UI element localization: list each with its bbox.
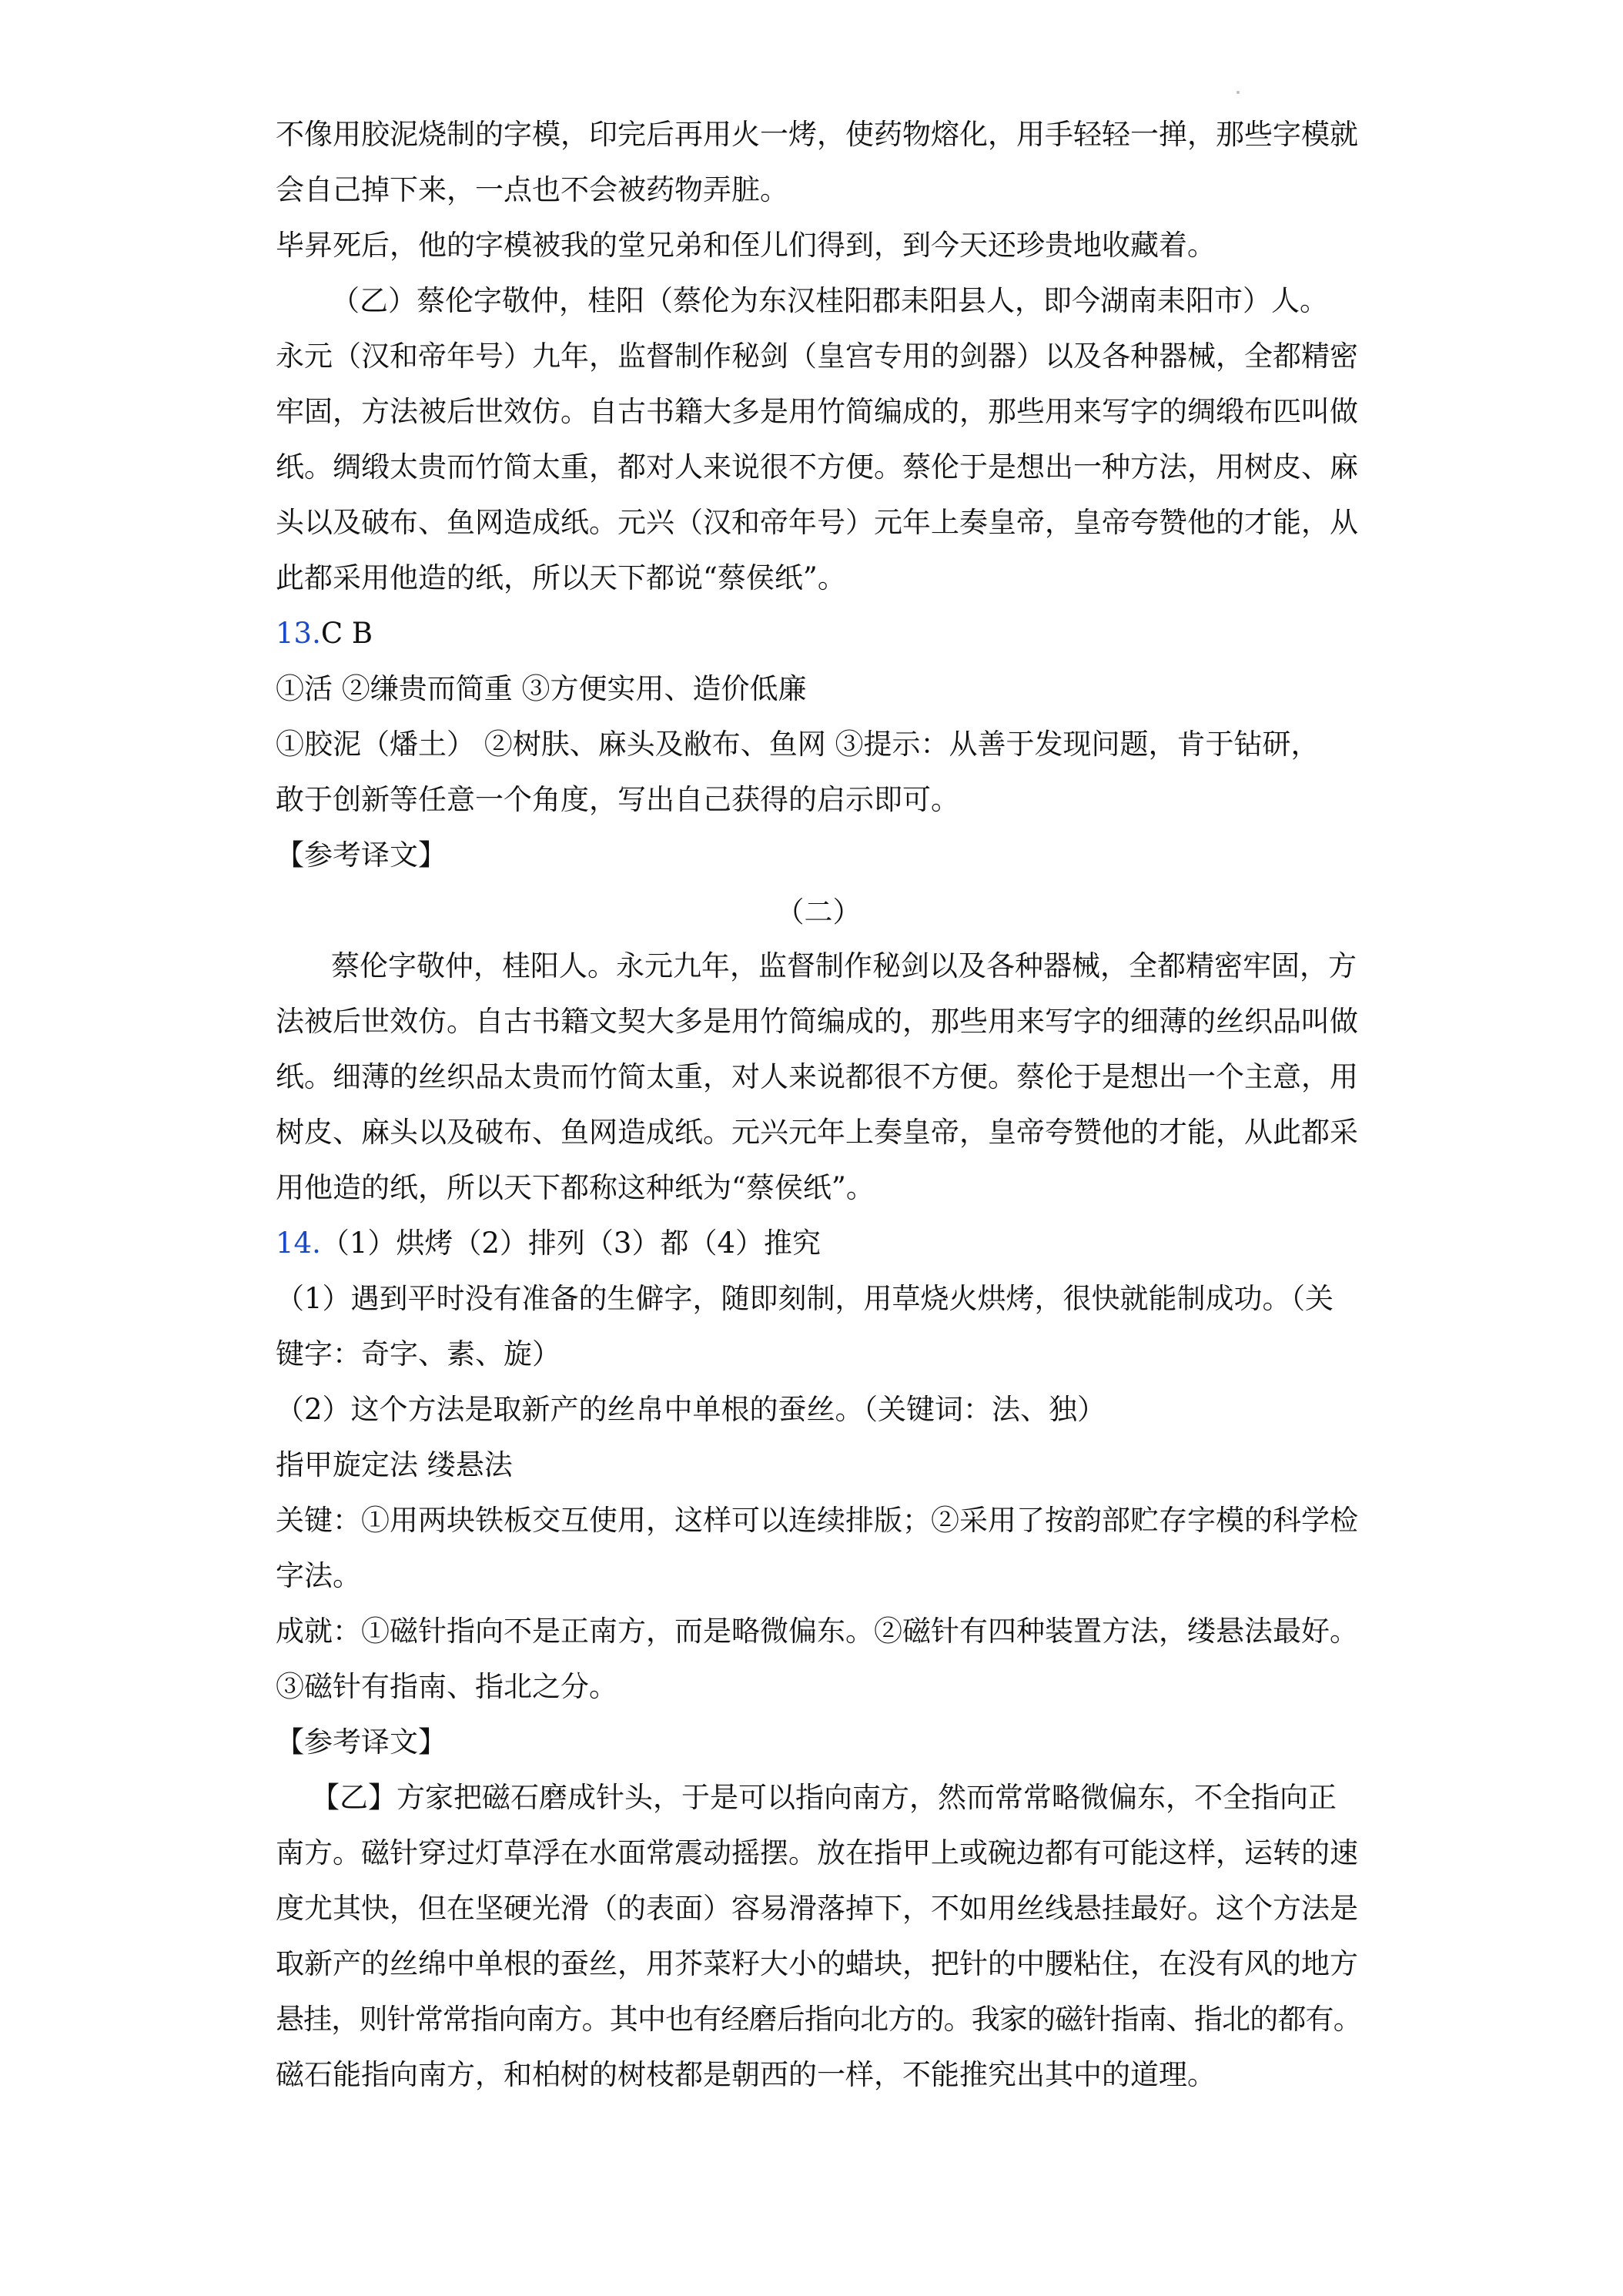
question-13-answer	[276, 614, 373, 653]
text-line: （乙）蔡伦字敬仲，桂阳（蔡伦为东汉桂阳郡耒阳县人，即今湖南耒阳市）人。	[331, 284, 1328, 317]
text-line: 牢固，方法被后世效仿。自古书籍大多是用竹简编成的，那些用来写字的绸缎布匹叫做	[276, 395, 1358, 428]
text-line: 会自己掉下来，一点也不会被药物弄脏。	[276, 173, 788, 206]
text-line: （2）这个方法是取新产的丝帛中单根的蚕丝。（关键词：法、独）	[276, 1393, 1106, 1426]
section-heading: 【参考译文】	[276, 1725, 447, 1759]
corner-mark	[1236, 91, 1240, 94]
text-line: 【乙】方家把磁石磨成针头，于是可以指向南方，然而常常略微偏东，不全指向正	[311, 1781, 1337, 1814]
text-line: 取新产的丝绵中单根的蚕丝，用芥菜籽大小的蜡块，把针的中腰粘住，在没有风的地方	[276, 1947, 1358, 1980]
text-line: ①胶泥（燔土） ②树肤、麻头及敝布、鱼网 ③提示：从善于发现问题，肯于钻研，	[276, 728, 1320, 761]
text-line: ③磁针有指南、指北之分。	[276, 1670, 617, 1703]
text-line: 成就：①磁针指向不是正南方，而是略微偏东。②磁针有四种装置方法，缕悬法最好。	[276, 1615, 1358, 1648]
question-number: 14.	[276, 1227, 321, 1260]
text-line: 纸。绸缎太贵而竹简太重，都对人来说很不方便。蔡伦于是想出一种方法，用树皮、麻	[276, 450, 1358, 484]
text-line: 此都采用他造的纸，所以天下都说“蔡侯纸”。	[276, 561, 846, 594]
section-heading: 【参考译文】	[276, 838, 447, 872]
question-number: 13.	[276, 617, 321, 650]
question-14-answer	[276, 1224, 821, 1263]
text-line: 指甲旋定法 缕悬法	[276, 1448, 513, 1481]
text-line: 法被后世效仿。自古书籍文契大多是用竹简编成的，那些用来写字的细薄的丝织品叫做	[276, 1005, 1358, 1038]
text-line: 敢于创新等任意一个角度，写出自己获得的启示即可。	[276, 783, 959, 816]
answer-text: C B	[320, 617, 373, 650]
text-line: 毕昇死后，他的字模被我的堂兄弟和侄儿们得到，到今天还珍贵地收藏着。	[276, 229, 1216, 262]
text-line: 键字：奇字、素、旋）	[276, 1337, 561, 1371]
text-line: 字法。	[276, 1559, 361, 1592]
text-line: 永元（汉和帝年号）九年，监督制作秘剑（皇宫专用的剑器）以及各种器械，全都精密	[276, 340, 1358, 373]
text-line: ①活 ②缣贵而简重 ③方便实用、造价低廉	[276, 672, 807, 705]
text-line: 树皮、麻头以及破布、鱼网造成纸。元兴元年上奏皇帝，皇帝夸赞他的才能，从此都采	[276, 1116, 1358, 1149]
text-line: 关键：①用两块铁板交互使用，这样可以连续排版；②采用了按韵部贮存字模的科学检	[276, 1504, 1358, 1537]
text-line: 不像用胶泥烧制的字模，印完后再用火一烤，使药物熔化，用手轻轻一掸，那些字模就	[276, 118, 1358, 151]
text-line: 度尤其快，但在坚硬光滑（的表面）容易滑落掉下，不如用丝线悬挂最好。这个方法是	[276, 1892, 1358, 1925]
text-line: （1）遇到平时没有准备的生僻字，随即刻制，用草烧火烘烤，很快就能制成功。（关	[276, 1282, 1334, 1315]
text-line: 纸。细薄的丝织品太贵而竹简太重，对人来说都很不方便。蔡伦于是想出一个主意，用	[276, 1060, 1358, 1093]
text-line: 磁石能指向南方，和柏树的树枝都是朝西的一样，不能推究出其中的道理。	[276, 2058, 1216, 2091]
text-line: 南方。磁针穿过灯草浮在水面常震动摇摆。放在指甲上或碗边都有可能这样，运转的速	[276, 1836, 1358, 1869]
section-subheading: （二）	[775, 895, 862, 929]
answer-text: （1）烘烤（2）排列（3）都（4）推究	[320, 1227, 822, 1260]
text-line: 用他造的纸，所以天下都称这种纸为“蔡侯纸”。	[276, 1171, 875, 1204]
text-line: 悬挂，则针常常指向南方。其中也有经磨后指向北方的。我家的磁针指南、指北的都有。	[276, 2003, 1361, 2036]
text-line: 蔡伦字敬仲，桂阳人。永元九年，监督制作秘剑以及各种器械，全都精密牢固，方	[331, 949, 1357, 982]
text-line: 头以及破布、鱼网造成纸。元兴（汉和帝年号）元年上奏皇帝，皇帝夸赞他的才能，从	[276, 506, 1358, 539]
